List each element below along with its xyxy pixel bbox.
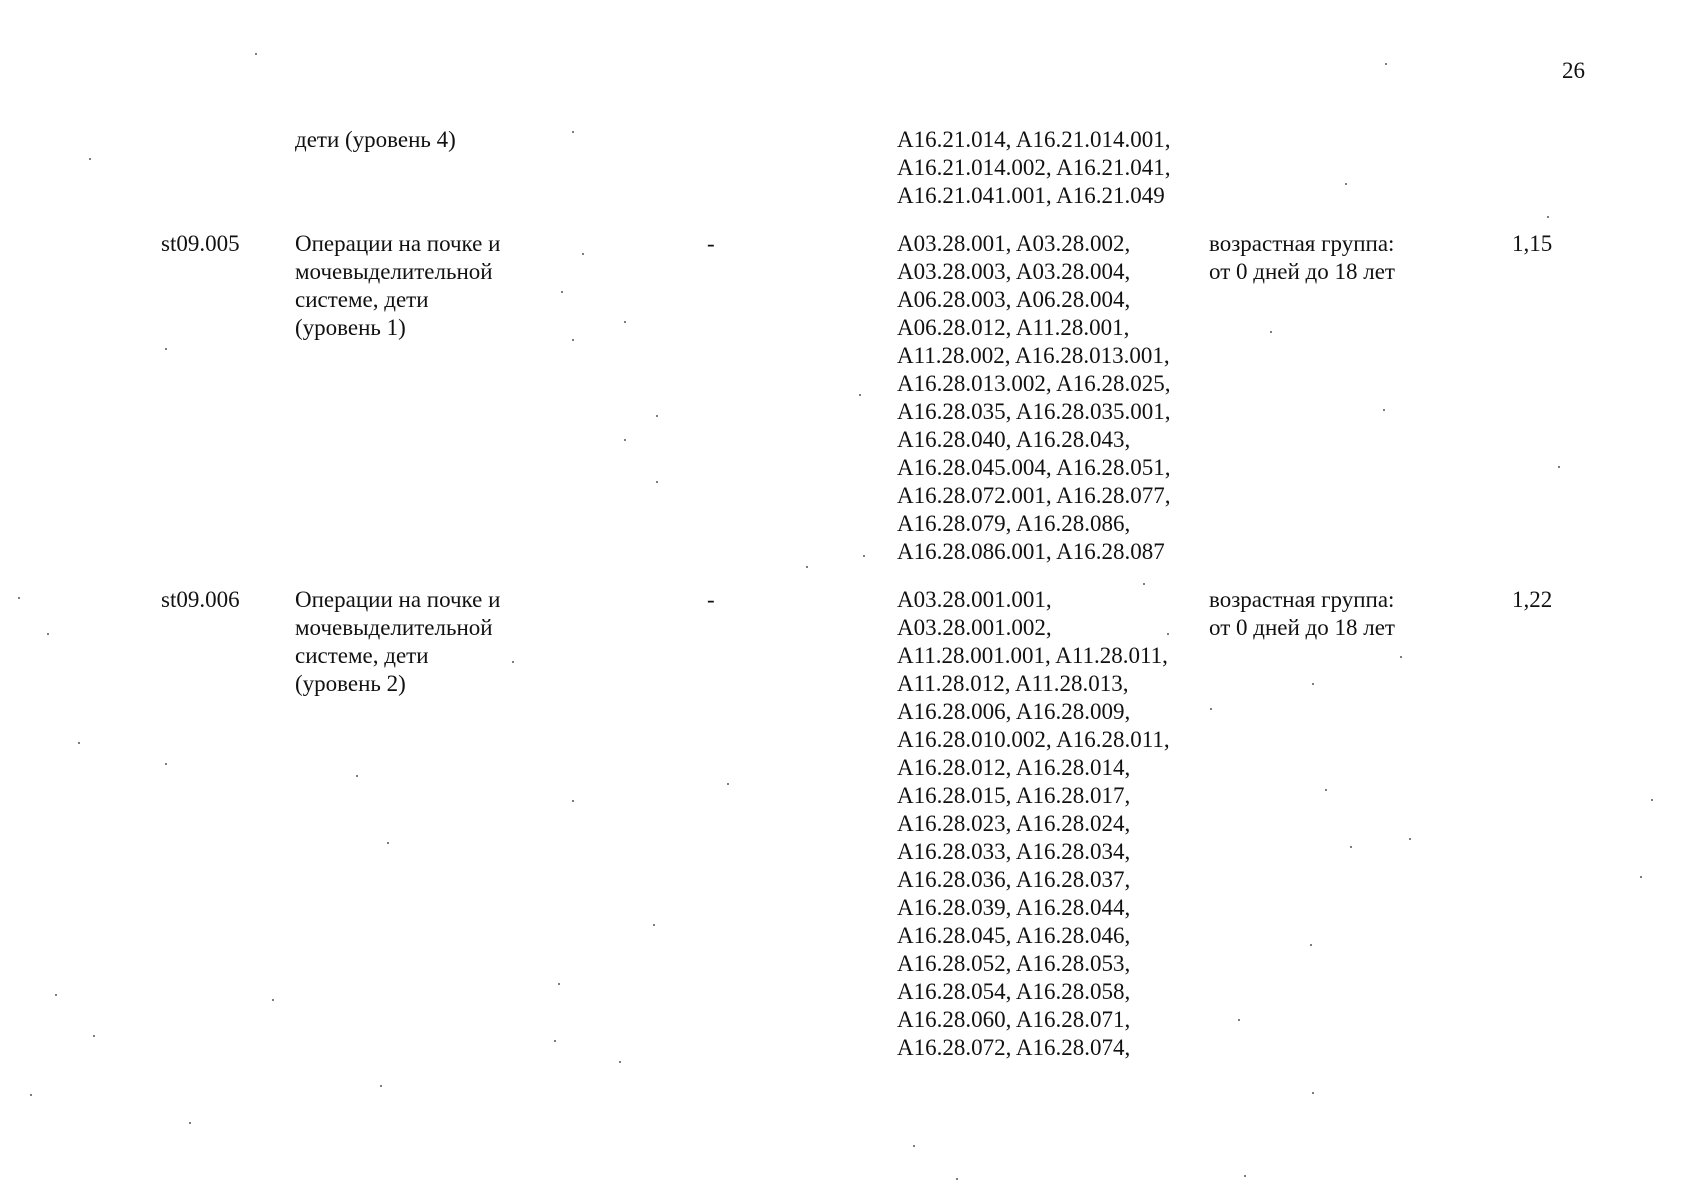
service-line: A06.28.003, A06.28.004, bbox=[897, 287, 1131, 312]
row-name bbox=[295, 586, 500, 698]
service-line: A16.28.010.002, A16.28.011, bbox=[897, 727, 1170, 752]
service-line: A16.28.035, A16.28.035.001, bbox=[897, 399, 1171, 424]
scan-speck bbox=[1210, 708, 1212, 710]
scan-speck bbox=[806, 566, 808, 568]
service-line: A16.28.052, A16.28.053, bbox=[897, 951, 1131, 976]
service-line: A16.28.040, A16.28.043, bbox=[897, 427, 1131, 452]
name-line: Операции на почке и bbox=[295, 587, 501, 612]
service-line: A03.28.001, A03.28.002, bbox=[897, 231, 1131, 256]
scan-speck bbox=[1312, 683, 1314, 685]
name-line: мочевыделительной bbox=[295, 259, 493, 284]
scan-speck bbox=[1400, 656, 1402, 658]
row-code: st09.006 bbox=[161, 587, 240, 612]
scan-speck bbox=[1547, 216, 1549, 218]
row-services bbox=[897, 230, 1170, 566]
scan-speck bbox=[1558, 466, 1560, 468]
row-name bbox=[295, 126, 456, 154]
scan-speck bbox=[30, 1094, 32, 1096]
name-line: системе, дети bbox=[295, 287, 429, 312]
row-dash: - bbox=[707, 587, 715, 612]
service-line: A16.28.045, A16.28.046, bbox=[897, 923, 1131, 948]
scan-speck bbox=[554, 1040, 556, 1042]
scan-speck bbox=[255, 53, 257, 55]
name-line: Операции на почке и bbox=[295, 231, 501, 256]
service-line: A16.28.079, A16.28.086, bbox=[897, 511, 1131, 536]
scan-speck bbox=[863, 555, 865, 557]
scan-speck bbox=[18, 597, 20, 599]
service-line: A03.28.001.002, bbox=[897, 615, 1052, 640]
service-line: A16.21.014.002, A16.21.041, bbox=[897, 155, 1171, 180]
name-line: (уровень 1) bbox=[295, 315, 406, 340]
row-name bbox=[295, 230, 500, 342]
scan-speck bbox=[165, 763, 167, 765]
scan-speck bbox=[1310, 944, 1312, 946]
service-line: A16.28.072.001, A16.28.077, bbox=[897, 483, 1171, 508]
service-line: A16.28.012, A16.28.014, bbox=[897, 755, 1131, 780]
scan-speck bbox=[1238, 1019, 1240, 1021]
scan-speck bbox=[572, 800, 574, 802]
service-line: A16.28.006, A16.28.009, bbox=[897, 699, 1131, 724]
scan-speck bbox=[572, 339, 574, 341]
scan-speck bbox=[78, 742, 80, 744]
scan-speck bbox=[1345, 183, 1347, 185]
service-line: A16.28.033, A16.28.034, bbox=[897, 839, 1131, 864]
criteria-line: возрастная группа: bbox=[1209, 231, 1395, 256]
service-line: A03.28.001.001, bbox=[897, 587, 1052, 612]
scan-speck bbox=[356, 775, 358, 777]
name-line: дети (уровень 4) bbox=[295, 127, 456, 152]
scan-speck bbox=[1350, 846, 1352, 848]
row-services bbox=[897, 586, 1170, 1062]
service-line: A16.21.041.001, A16.21.049 bbox=[897, 183, 1165, 208]
service-line: A16.28.054, A16.28.058, bbox=[897, 979, 1131, 1004]
scan-speck bbox=[189, 1122, 191, 1124]
row-coefficient: 1,15 bbox=[1512, 231, 1553, 256]
scan-speck bbox=[89, 158, 91, 160]
scan-speck bbox=[913, 1145, 915, 1147]
service-line: A16.28.036, A16.28.037, bbox=[897, 867, 1131, 892]
scan-speck bbox=[624, 321, 626, 323]
scan-speck bbox=[93, 1035, 95, 1037]
scan-speck bbox=[558, 983, 560, 985]
scan-speck bbox=[727, 783, 729, 785]
service-line: A16.21.014, A16.21.014.001, bbox=[897, 127, 1171, 152]
scan-speck bbox=[380, 1085, 382, 1087]
scan-speck bbox=[1167, 633, 1169, 635]
service-line: A11.28.002, A16.28.013.001, bbox=[897, 343, 1170, 368]
scan-speck bbox=[387, 842, 389, 844]
criteria-line: возрастная группа: bbox=[1209, 587, 1395, 612]
name-line: (уровень 2) bbox=[295, 671, 406, 696]
row-code: st09.005 bbox=[161, 231, 240, 256]
scan-speck bbox=[165, 348, 167, 350]
service-line: A16.28.060, A16.28.071, bbox=[897, 1007, 1131, 1032]
scan-speck bbox=[653, 924, 655, 926]
scan-speck bbox=[561, 291, 563, 293]
scan-speck bbox=[1409, 838, 1411, 840]
scan-speck bbox=[1244, 1175, 1246, 1177]
service-line: A16.28.023, A16.28.024, bbox=[897, 811, 1131, 836]
scan-speck bbox=[1312, 1092, 1314, 1094]
row-criteria bbox=[1209, 586, 1395, 642]
name-line: мочевыделительной bbox=[295, 615, 493, 640]
scan-speck bbox=[572, 131, 574, 133]
service-line: A16.28.072, A16.28.074, bbox=[897, 1035, 1131, 1060]
scan-speck bbox=[55, 994, 57, 996]
scan-speck bbox=[47, 633, 49, 635]
service-line: A16.28.039, A16.28.044, bbox=[897, 895, 1131, 920]
scan-speck bbox=[1383, 409, 1385, 411]
scan-speck bbox=[1325, 789, 1327, 791]
scan-speck bbox=[859, 394, 861, 396]
scan-speck bbox=[1143, 583, 1145, 585]
scan-speck bbox=[582, 253, 584, 255]
service-line: A16.28.045.004, A16.28.051, bbox=[897, 455, 1171, 480]
service-line: A16.28.013.002, A16.28.025, bbox=[897, 371, 1171, 396]
service-line: A16.28.086.001, A16.28.087 bbox=[897, 539, 1165, 564]
row-coefficient: 1,22 bbox=[1512, 587, 1553, 612]
scan-speck bbox=[1640, 876, 1642, 878]
name-line: системе, дети bbox=[295, 643, 429, 668]
row-criteria bbox=[1209, 230, 1395, 286]
criteria-line: от 0 дней до 18 лет bbox=[1209, 615, 1395, 640]
scan-speck bbox=[956, 1178, 958, 1180]
scan-speck bbox=[656, 481, 658, 483]
scan-speck bbox=[512, 661, 514, 663]
scan-speck bbox=[272, 999, 274, 1001]
scan-speck bbox=[624, 439, 626, 441]
service-line: A11.28.001.001, A11.28.011, bbox=[897, 643, 1168, 668]
scan-speck bbox=[1651, 799, 1653, 801]
scan-speck bbox=[619, 1061, 621, 1063]
page-number: 26 bbox=[1562, 58, 1585, 83]
scan-speck bbox=[1385, 63, 1387, 65]
service-line: A11.28.012, A11.28.013, bbox=[897, 671, 1129, 696]
service-line: A06.28.012, A11.28.001, bbox=[897, 315, 1130, 340]
service-line: A16.28.015, A16.28.017, bbox=[897, 783, 1131, 808]
row-services bbox=[897, 126, 1170, 210]
scan-speck bbox=[656, 415, 658, 417]
criteria-line: от 0 дней до 18 лет bbox=[1209, 259, 1395, 284]
service-line: A03.28.003, A03.28.004, bbox=[897, 259, 1131, 284]
row-dash: - bbox=[707, 231, 715, 256]
scan-speck bbox=[1270, 331, 1272, 333]
